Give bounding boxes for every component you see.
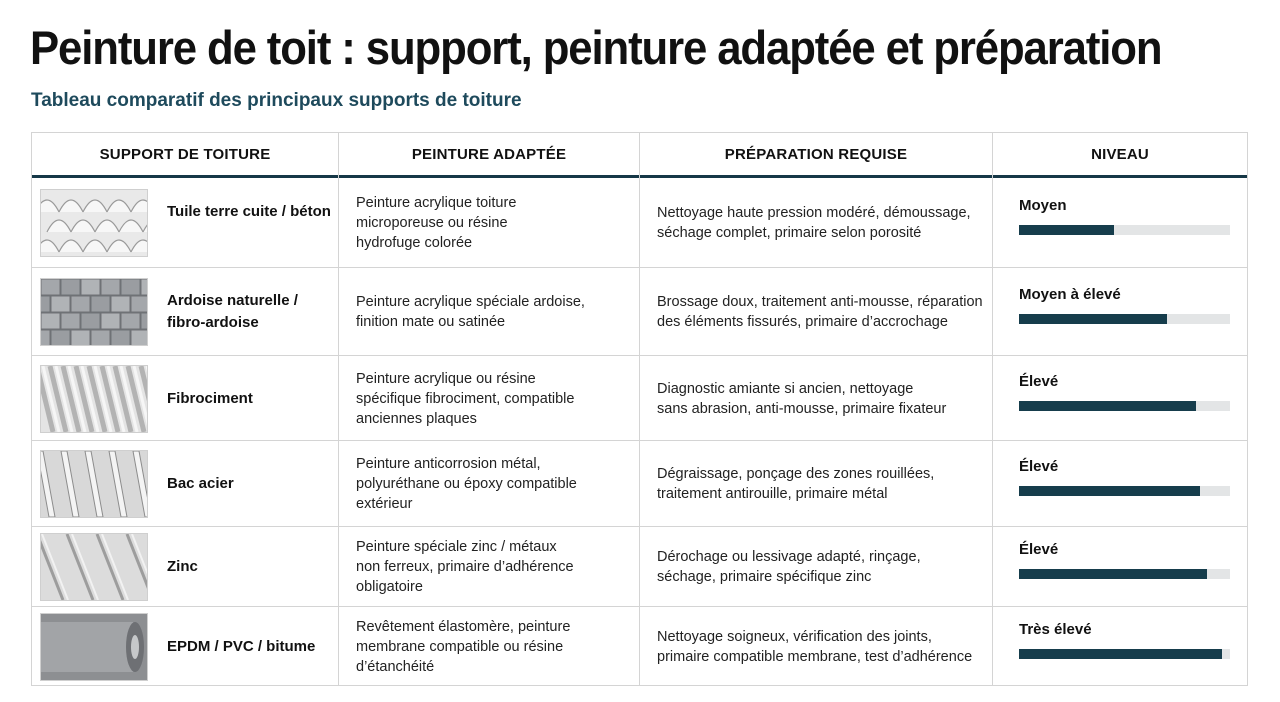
- paint-line: Peinture spéciale zinc / métaux: [356, 539, 557, 555]
- paint-line: hydrofuge colorée: [356, 235, 473, 251]
- level-bar-fill: [1019, 649, 1222, 659]
- paint-line: anciennes plaques: [356, 411, 477, 427]
- preparation-line: traitement antirouille, primaire métal: [657, 486, 888, 502]
- page-subtitle: Tableau comparatif des principaux supports de toiture: [31, 90, 522, 111]
- level-label: Élevé: [1019, 541, 1059, 558]
- level-bar-fill: [1019, 569, 1207, 579]
- paint-cell: [356, 454, 631, 514]
- level-label: Élevé: [1019, 373, 1059, 390]
- preparation-line: primaire compatible membrane, test d’adhérence: [657, 649, 973, 665]
- paint-line: spécifique fibrociment, compatible: [356, 391, 575, 407]
- page-title: Peinture de toit : support, peinture adaptée et préparation: [30, 21, 1162, 74]
- paint-line: membrane compatible ou résine: [356, 639, 564, 655]
- paint-line: polyuréthane ou époxy compatible: [356, 476, 577, 492]
- column-header-preparation: PRÉPARATION REQUISE: [724, 146, 908, 163]
- zinc-icon: [40, 533, 148, 601]
- paint-line: Peinture acrylique toiture: [356, 195, 517, 211]
- steel-sheet-icon: [40, 450, 148, 518]
- paint-line: Peinture anticorrosion métal,: [356, 456, 541, 472]
- table-row: [32, 355, 1247, 440]
- support-name: Zinc: [167, 558, 198, 575]
- support-name: Fibrociment: [167, 390, 253, 407]
- preparation-line: sans abrasion, anti-mousse, primaire fixateur: [657, 401, 947, 417]
- preparation-line: des éléments fissurés, primaire d’accrochage: [657, 314, 948, 330]
- preparation-cell: [657, 379, 987, 419]
- paint-line: non ferreux, primaire d’adhérence: [356, 559, 574, 575]
- preparation-line: Brossage doux, traitement anti-mousse, réparation: [657, 294, 983, 310]
- preparation-line: séchage, primaire spécifique zinc: [657, 569, 872, 585]
- level-bar-fill: [1019, 401, 1196, 411]
- paint-line: extérieur: [356, 496, 413, 512]
- preparation-cell: [657, 203, 987, 243]
- level-bar-track: [1019, 486, 1230, 496]
- level-label: Moyen: [1019, 197, 1067, 214]
- support-name: Bac acier: [167, 475, 234, 492]
- preparation-cell: [657, 464, 987, 504]
- paint-cell: [356, 193, 631, 253]
- preparation-line: Nettoyage soigneux, vérification des joints,: [657, 629, 932, 645]
- preparation-line: séchage complet, primaire selon porosité: [657, 225, 922, 241]
- preparation-cell: [657, 627, 987, 667]
- comparison-table: [31, 132, 1248, 686]
- preparation-line: Nettoyage haute pression modéré, démoussage,: [657, 205, 971, 221]
- paint-cell: [356, 537, 631, 597]
- level-bar-track: [1019, 314, 1230, 324]
- level-bar-track: [1019, 569, 1230, 579]
- level-label: Élevé: [1019, 458, 1059, 475]
- table-row: [32, 267, 1247, 355]
- column-header-paint: PEINTURE ADAPTÉE: [411, 146, 567, 163]
- fiber-cement-icon: [40, 365, 148, 433]
- paint-line: obligatoire: [356, 579, 423, 595]
- preparation-line: Diagnostic amiante si ancien, nettoyage: [657, 381, 914, 397]
- level-label: Très élevé: [1019, 621, 1092, 638]
- slate-icon: [40, 278, 148, 346]
- table-row: [32, 178, 1247, 267]
- level-bar-fill: [1019, 486, 1200, 496]
- level-bar-track: [1019, 401, 1230, 411]
- level-bar-track: [1019, 649, 1230, 659]
- table-row: [32, 606, 1247, 686]
- column-header-level: NIVEAU: [1091, 146, 1149, 163]
- clay-tile-icon: [40, 189, 148, 257]
- table-row: [32, 440, 1247, 526]
- preparation-cell: [657, 547, 987, 587]
- membrane-roll-icon: [40, 613, 148, 681]
- paint-cell: [356, 617, 631, 677]
- support-name: EPDM / PVC / bitume: [167, 638, 316, 655]
- paint-cell: [356, 369, 631, 429]
- table-row: [32, 526, 1247, 606]
- preparation-line: Dégraissage, ponçage des zones rouillées,: [657, 466, 935, 482]
- paint-line: Peinture acrylique spéciale ardoise,: [356, 294, 585, 310]
- paint-line: finition mate ou satinée: [356, 314, 506, 330]
- paint-line: microporeuse ou résine: [356, 215, 508, 231]
- paint-line: Revêtement élastomère, peinture: [356, 619, 571, 635]
- support-name: Tuile terre cuite / béton: [167, 203, 331, 220]
- level-bar-track: [1019, 225, 1230, 235]
- preparation-cell: [657, 292, 987, 332]
- level-label: Moyen à élevé: [1019, 286, 1121, 303]
- level-bar-fill: [1019, 314, 1167, 324]
- paint-line: d’étanchéité: [356, 659, 435, 675]
- level-bar-fill: [1019, 225, 1114, 235]
- column-header-support: SUPPORT DE TOITURE: [99, 146, 271, 163]
- preparation-line: Dérochage ou lessivage adapté, rinçage,: [657, 549, 921, 565]
- paint-line: Peinture acrylique ou résine: [356, 371, 536, 387]
- support-name: Ardoise naturelle / fibro-ardoise: [167, 292, 298, 331]
- paint-cell: [356, 292, 631, 332]
